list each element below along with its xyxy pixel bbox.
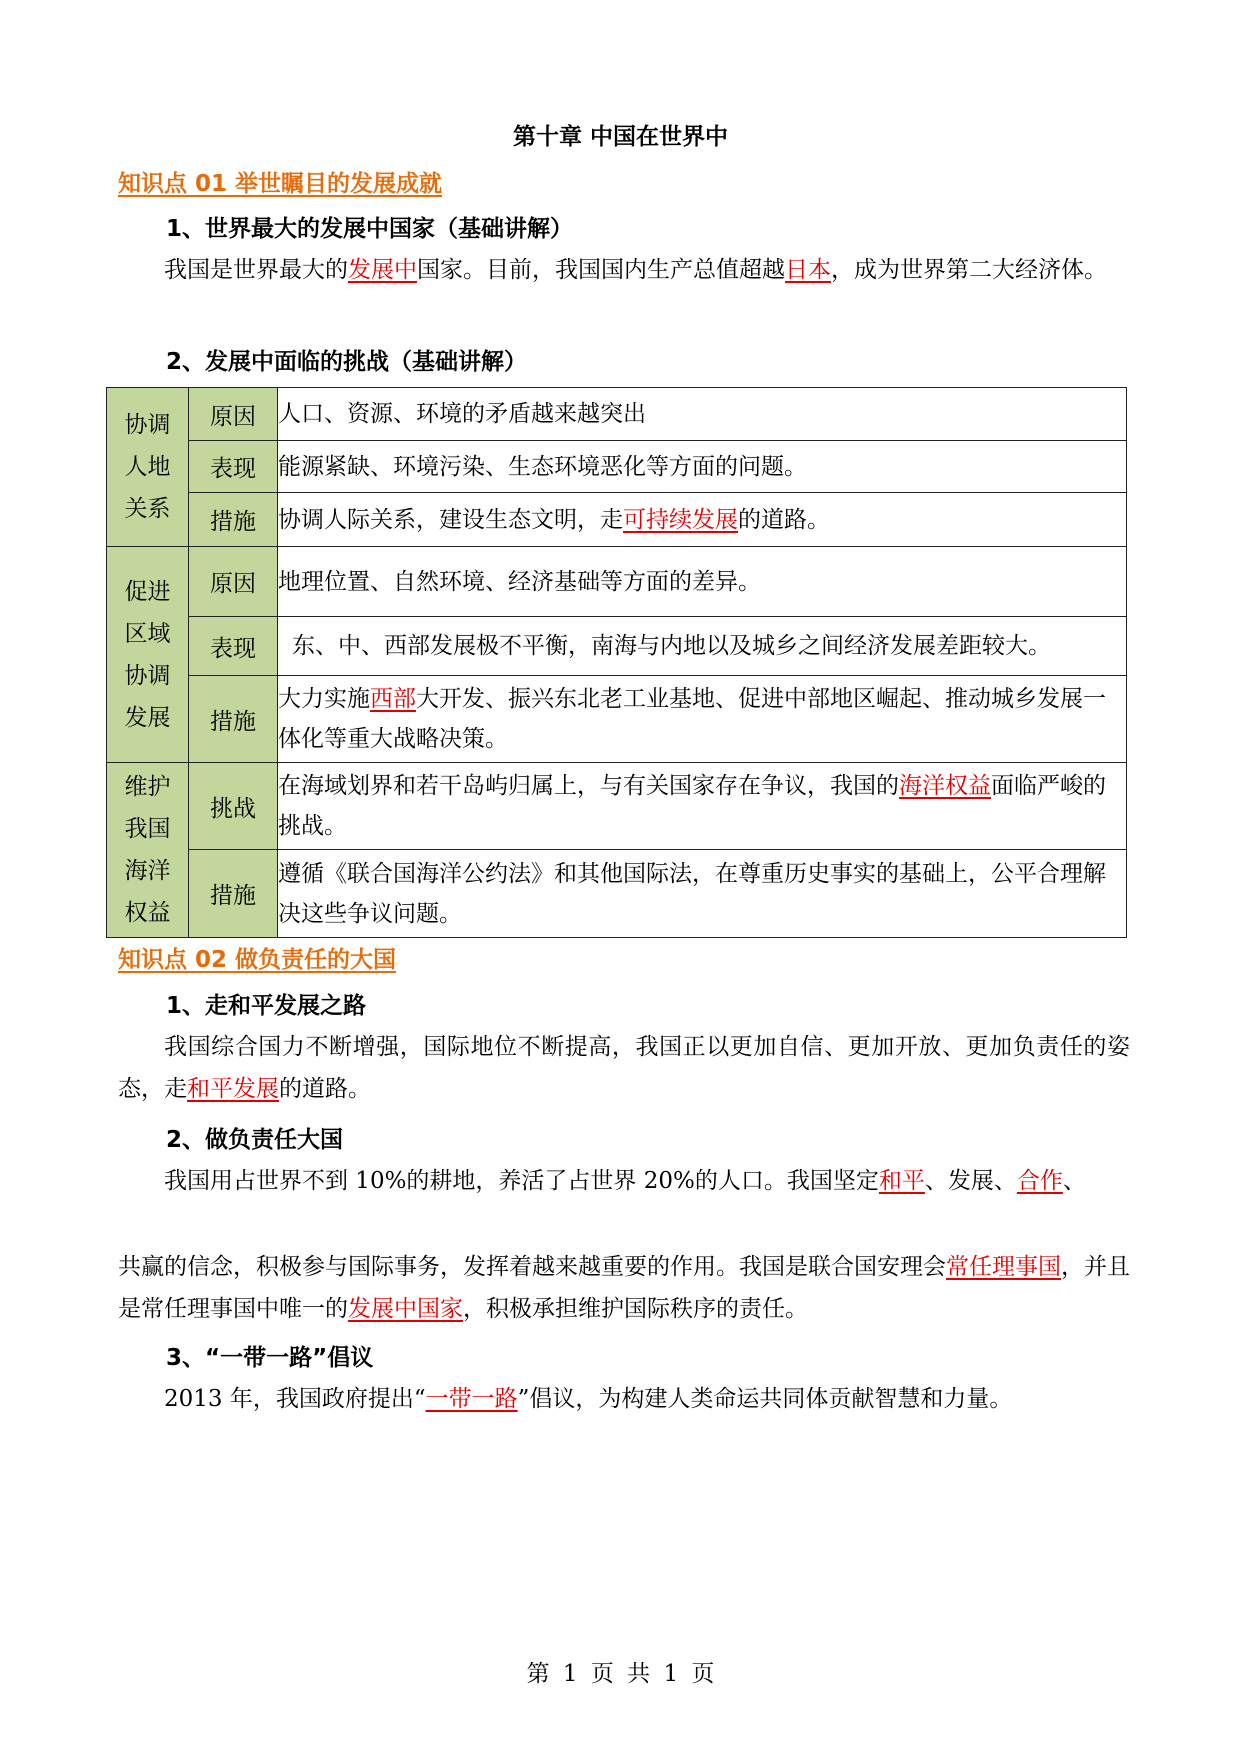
section-2-2-paragraph-1: 我国用占世界不到 10%的耕地，养活了占世界 20%的人口。我国坚定和平、发展、合作、 — [164, 1168, 1086, 1194]
table-row — [107, 388, 1127, 441]
section-1-1-heading: 1、世界最大的发展中国家（基础讲解） — [166, 216, 574, 242]
row-label: 表现 — [189, 441, 278, 493]
row-content: 在海域划界和若干岛屿归属上，与有关国家存在争议，我国的海洋权益面临严峻的挑战。 — [278, 763, 1127, 850]
answer-highlight: 和平 — [878, 1168, 925, 1194]
row-content: 大力实施西部大开发、振兴东北老工业基地、促进中部地区崛起、推动城乡发展一体化等重大战略决策。 — [278, 676, 1127, 763]
knowledge-point-01-heading: 知识点 01 举世瞩目的发展成就 — [118, 171, 443, 197]
answer-highlight: 发展中 — [348, 257, 417, 283]
answer-highlight: 发展中国家 — [348, 1296, 463, 1322]
category-cell: 协调 人地 关系 — [107, 388, 189, 547]
table-row — [107, 676, 1127, 763]
table-row — [107, 547, 1127, 617]
knowledge-point-02-heading: 知识点 02 做负责任的大国 — [118, 947, 397, 973]
chapter-title: 第十章 中国在世界中 — [512, 124, 728, 150]
section-2-1-paragraph: 我国综合国力不断增强，国际地位不断提高，我国正以更加自信、更加开放、更加负责任的姿态，走和平发展的道路。 — [118, 1034, 1130, 1102]
row-content: 东、中、西部发展极不平衡，南海与内地以及城乡之间经济发展差距较大。 — [278, 617, 1127, 676]
table-row — [107, 493, 1127, 547]
challenges-table — [106, 387, 1127, 938]
row-label: 表现 — [189, 617, 278, 676]
section-2-1-heading: 1、走和平发展之路 — [166, 993, 367, 1019]
row-label: 措施 — [189, 676, 278, 763]
answer-highlight: 常任理事国 — [946, 1254, 1061, 1280]
answer-highlight: 海洋权益 — [899, 773, 991, 799]
answer-highlight: 可持续发展 — [623, 506, 738, 533]
table-row — [107, 617, 1127, 676]
section-1-2-heading: 2、发展中面临的挑战（基础讲解） — [166, 349, 528, 375]
table-row — [107, 441, 1127, 493]
row-label: 挑战 — [189, 763, 278, 850]
section-1-1-paragraph: 我国是世界最大的发展中国家。目前，我国国内生产总值超越日本，成为世界第二大经济体。 — [164, 257, 1107, 283]
row-content: 地理位置、自然环境、经济基础等方面的差异。 — [278, 547, 1127, 617]
page-footer: 第 1 页 共 1 页 — [526, 1661, 715, 1687]
section-2-3-paragraph: 2013 年，我国政府提出“一带一路”倡议，为构建人类命运共同体贡献智慧和力量。 — [164, 1386, 1013, 1412]
table-row — [107, 850, 1127, 938]
row-content: 能源紧缺、环境污染、生态环境恶化等方面的问题。 — [278, 441, 1127, 493]
answer-highlight: 合作 — [1016, 1168, 1063, 1194]
row-content: 人口、资源、环境的矛盾越来越突出 — [278, 388, 1127, 441]
section-2-2-paragraph-2: 共赢的信念，积极参与国际事务，发挥着越来越重要的作用。我国是联合国安理会常任理事国，并且是常任理事国中唯一的发展中国家，积极承担维护国际秩序的责任。 — [118, 1254, 1130, 1322]
category-cell: 促进 区域 协调 发展 — [107, 547, 189, 763]
table-row — [107, 763, 1127, 850]
row-content: 遵循《联合国海洋公约法》和其他国际法，在尊重历史事实的基础上，公平合理解决这些争议问题。 — [278, 850, 1127, 938]
row-label: 原因 — [189, 388, 278, 441]
category-cell: 维护 我国 海洋 权益 — [107, 763, 189, 938]
answer-highlight: 日本 — [785, 257, 831, 283]
section-2-2-heading: 2、做负责任大国 — [166, 1127, 344, 1153]
section-2-3-heading: 3、“一带一路”倡议 — [166, 1345, 374, 1371]
answer-highlight: 一带一路 — [425, 1386, 518, 1412]
row-label: 措施 — [189, 493, 278, 547]
row-label: 措施 — [189, 850, 278, 938]
row-content: 协调人际关系，建设生态文明，走可持续发展的道路。 — [278, 493, 1127, 547]
row-label: 原因 — [189, 547, 278, 617]
answer-highlight: 西部 — [370, 686, 416, 712]
answer-highlight: 和平发展 — [187, 1076, 279, 1102]
